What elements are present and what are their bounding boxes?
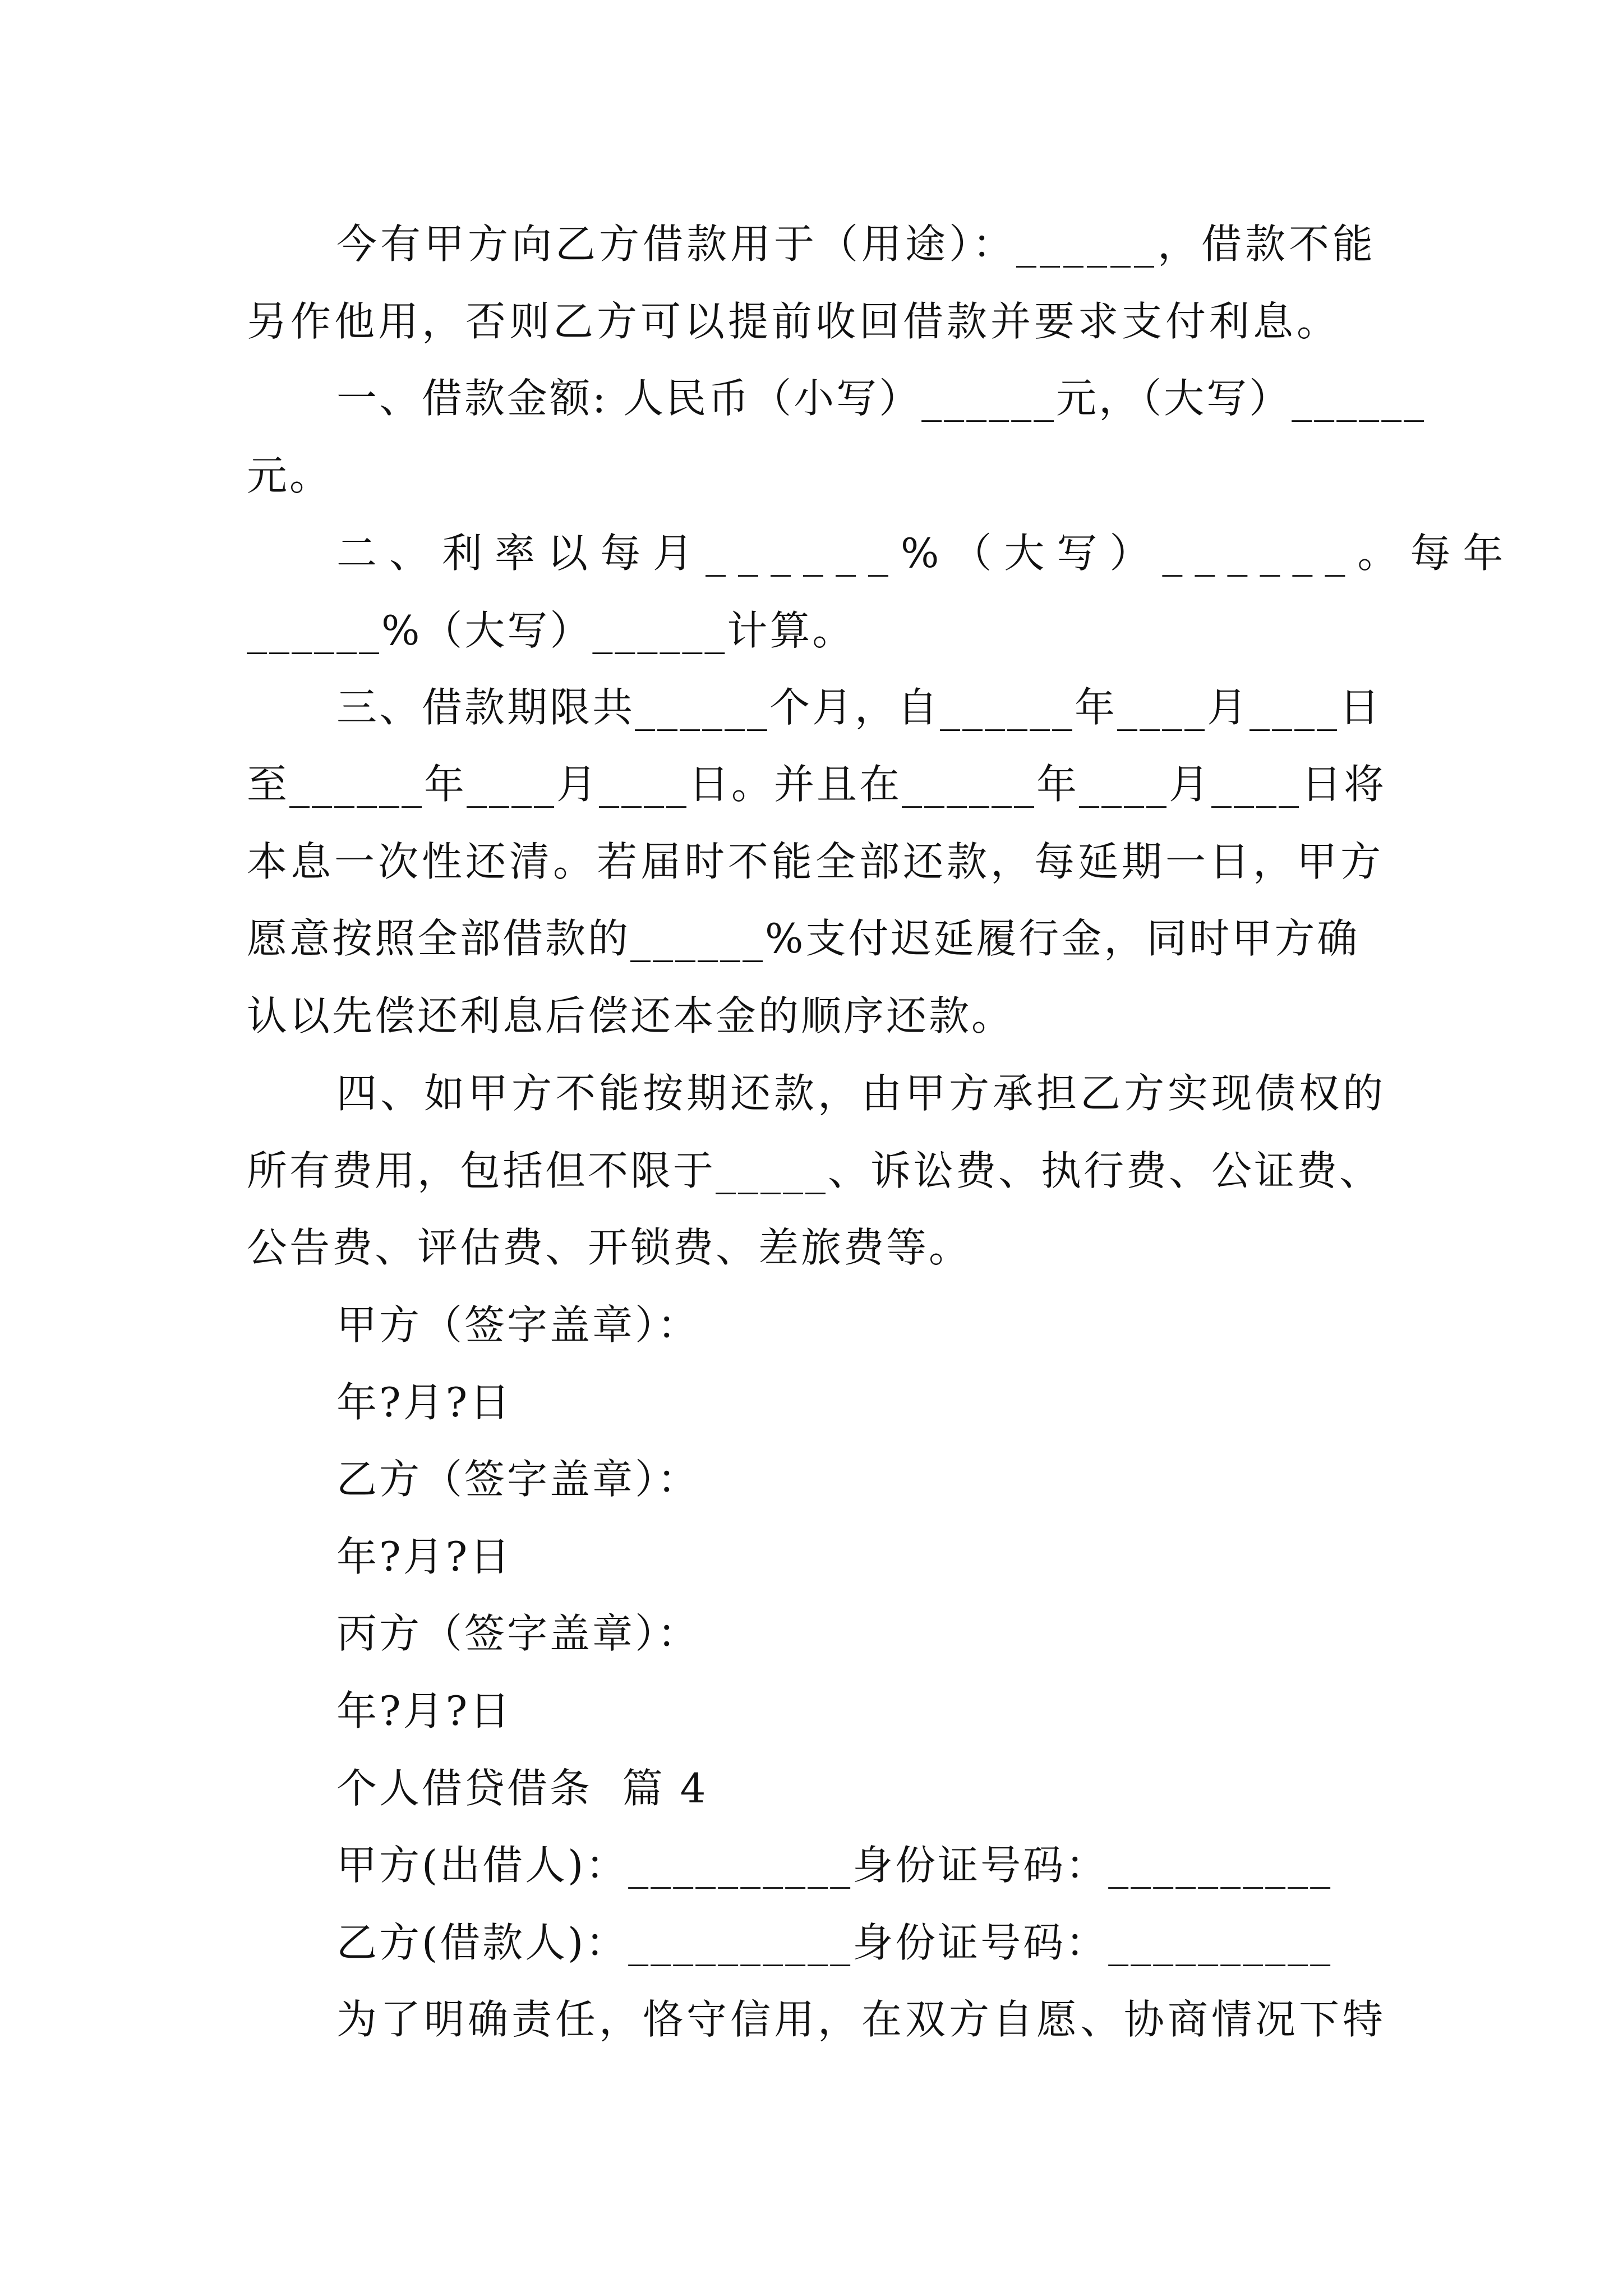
signature-label: 丙方（签字盖章）： [336,1610,700,1657]
paragraph-line: 至______年____月____日。并且在______年____月____日将 [247,761,1387,808]
date-line: 年?月?日 [336,1379,513,1426]
paragraph-line: 三、借款期限共______个月，自______年____月____日 [336,684,1382,731]
paragraph-line: 公告费、评估费、开锁费、差旅费等。 [247,1224,972,1271]
paragraph-line: 四、如甲方不能按期还款，由甲方承担乙方实现债权的 [336,1070,1387,1117]
party-line: 乙方(借款人)：__________身份证号码：__________ [336,1919,1333,1966]
paragraph-line: 今有甲方向乙方借款用于（用途）：______，借款不能 [336,220,1377,268]
section-heading: 个人借贷借条 篇 4 [336,1765,708,1812]
signature-label: 乙方（签字盖章）： [336,1456,700,1503]
paragraph-line: 所有费用，包括但不限于_____、诉讼费、执行费、公证费、 [247,1147,1382,1194]
signature-label: 甲方（签字盖章）： [336,1301,700,1349]
paragraph-line: 认以先偿还利息后偿还本金的顺序还款。 [247,992,1015,1039]
paragraph-line: 一、借款金额: 人民币（小写）______元，（大写）______ [336,375,1427,422]
paragraph-line: 本息一次性还清。若届时不能全部还款，每延期一日，甲方 [247,838,1385,885]
paragraph-line: 为了明确责任，恪守信用，在双方自愿、协商情况下特 [336,1996,1387,2043]
date-line: 年?月?日 [336,1533,513,1580]
paragraph-line: 元。 [247,452,333,499]
paragraph-line: ______%（大写）______计算。 [247,607,855,654]
paragraph-line: 二、利率以每月______%（大写）______。每年 [336,530,1516,577]
paragraph-line: 愿意按照全部借款的______%支付迟延履行金，同时甲方确 [247,915,1360,962]
paragraph-line: 另作他用，否则乙方可以提前收回借款并要求支付利息。 [247,298,1341,345]
party-line: 甲方(出借人)：__________身份证号码：__________ [336,1842,1333,1889]
date-line: 年?月?日 [336,1687,513,1734]
